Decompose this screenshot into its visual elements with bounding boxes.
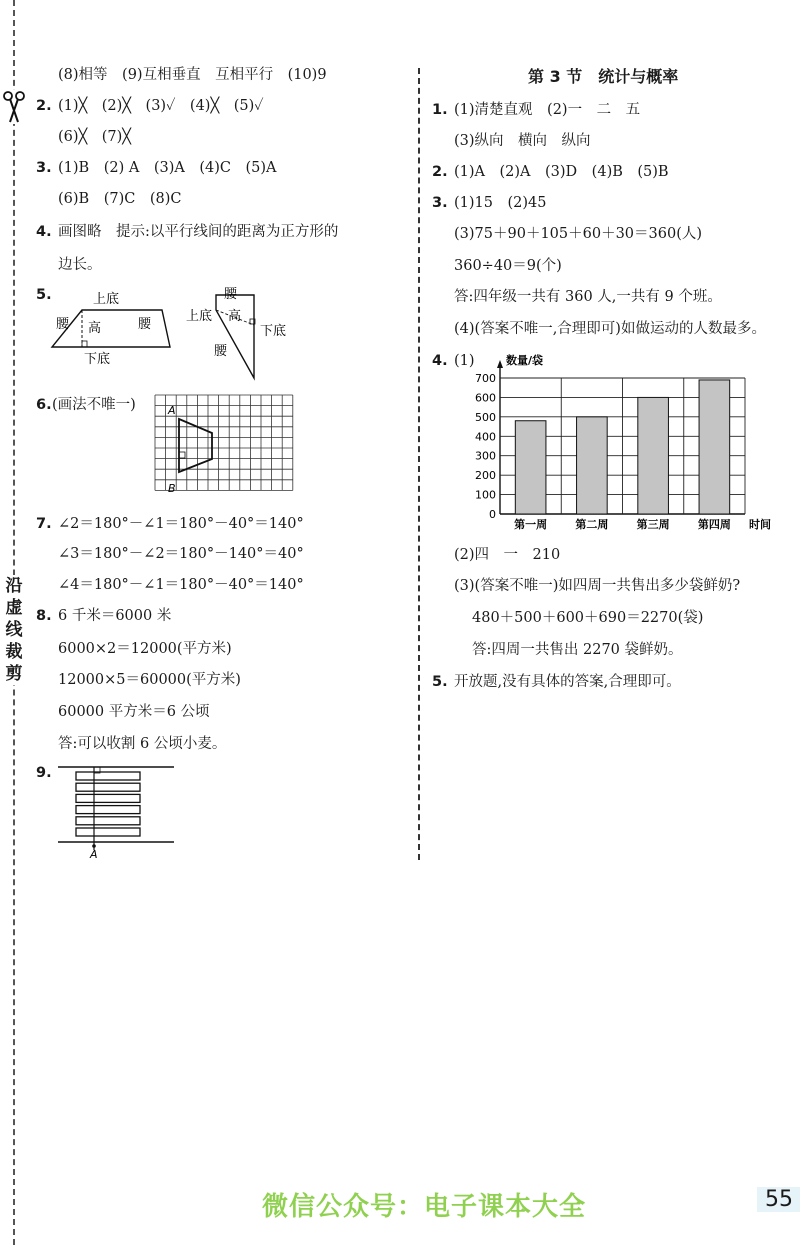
column-divider (418, 68, 420, 860)
question-number: 4. (36, 224, 52, 240)
answer-line: 360÷40＝9(个) (454, 258, 562, 274)
bar-chart (460, 346, 785, 538)
trap1-bottom: 下底 (84, 352, 111, 367)
answer-line: ∠4＝180°－∠1＝180°－40°＝140° (58, 577, 304, 593)
section-title: 第 3 节 统计与概率 (528, 67, 679, 86)
question-number: 7. (36, 516, 52, 532)
bar (638, 397, 669, 514)
answer-line: 6 千米＝6000 米 (58, 608, 172, 624)
question-number: 8. (36, 608, 52, 624)
trap2-left: 上底 (186, 309, 213, 324)
answer-line: (1)清楚直观 (2)一 二 五 (454, 102, 641, 118)
answer-line: 画图略 提示:以平行线间的距离为正方形的 (58, 224, 339, 240)
x-tick-label: 第四周 (697, 518, 731, 531)
cut-char: 剪 (5, 664, 23, 684)
answer-line: (3)75＋90＋105＋60＋30＝360(人) (454, 226, 703, 242)
trapezoid-figure-1 (48, 288, 176, 368)
trap2-top: 腰 (224, 287, 238, 302)
answer-line: (1)A (2)A (3)D (4)B (5)B (454, 164, 669, 180)
grid-label-a: A (168, 404, 176, 417)
answer-line: (1) (454, 353, 475, 369)
page-number: 55 (757, 1187, 800, 1212)
question-number: 3. (432, 195, 448, 211)
trap2-bottom: 腰 (214, 344, 228, 359)
trap2-right: 下底 (260, 324, 287, 339)
x-tick-label: 第三周 (636, 518, 670, 531)
x-tick-label: 第二周 (575, 518, 609, 531)
y-tick-label: 300 (475, 449, 496, 463)
answer-line: 6000×2＝12000(平方米) (58, 641, 232, 657)
trap1-height: 高 (88, 321, 102, 336)
answer-line: 60000 平方米＝6 公顷 (58, 704, 210, 720)
cut-char: 沿 (5, 576, 23, 596)
answer-line: 答:可以收割 6 公顷小麦。 (58, 736, 227, 752)
question-number: 9. (36, 765, 52, 781)
answer-line: (4)(答案不唯一,合理即可)如做运动的人数最多。 (454, 321, 766, 337)
x-axis-label: 时间 (749, 518, 771, 531)
cut-instruction (4, 575, 24, 685)
answer-line: (3)(答案不唯一)如四周一共售出多少袋鲜奶? (454, 578, 741, 594)
answer-line: (6)╳ (7)╳ (58, 129, 132, 145)
question-number: 2. (36, 98, 52, 114)
question-number: 5. (36, 287, 52, 303)
trap1-top: 上底 (93, 292, 120, 307)
x-tick-label: 第一周 (514, 518, 548, 531)
question-number: 6. (36, 397, 52, 413)
answer-line: (2)四 一 210 (454, 547, 561, 563)
y-tick-label: 700 (475, 372, 496, 385)
bar (699, 380, 730, 514)
trap1-left: 腰 (56, 317, 70, 332)
answer-line: 480＋500＋600＋690＝2270(袋) (472, 610, 704, 626)
question-number: 1. (432, 102, 448, 118)
answer-line: (画法不唯一) (52, 397, 136, 413)
trap2-height: 高 (228, 309, 242, 324)
cut-char: 虚 (5, 598, 23, 618)
parallel-lines-figure (54, 760, 178, 860)
grid-figure (150, 392, 302, 498)
answer-line: (6)B (7)C (8)C (58, 191, 182, 207)
y-tick-label: 600 (475, 391, 496, 405)
answer-line: (1)15 (2)45 (454, 195, 547, 211)
y-axis-arrow (497, 360, 503, 368)
trapezoid-figure-2 (184, 283, 292, 383)
trap1-right: 腰 (138, 317, 152, 332)
y-tick-label: 400 (475, 430, 496, 444)
question-number: 3. (36, 160, 52, 176)
answer-line: (3)纵向 横向 纵向 (454, 133, 591, 149)
answer-line: (8)相等 (9)互相垂直 互相平行 (10)9 (58, 67, 327, 83)
answer-line: ∠2＝180°－∠1＝180°－40°＝140° (58, 516, 304, 532)
answer-line: 12000×5＝60000(平方米) (58, 672, 241, 688)
bar (577, 417, 608, 514)
figure-label-a: A (90, 848, 98, 860)
answer-line: 边长。 (58, 257, 102, 273)
y-tick-label: 200 (475, 469, 496, 483)
y-tick-label: 500 (475, 410, 496, 424)
answer-line: 开放题,没有具体的答案,合理即可。 (454, 674, 681, 690)
y-axis-label: 数量/袋 (506, 354, 544, 367)
wechat-footer: 微信公众号：电子课本大全 (262, 1192, 587, 1222)
question-number: 4. (432, 353, 448, 369)
question-number: 2. (432, 164, 448, 180)
answer-line: 答:四年级一共有 360 人,一共有 9 个班。 (454, 289, 722, 305)
answer-line: ∠3＝180°－∠2＝180°－140°＝40° (58, 546, 304, 562)
answer-line: 答:四周一共售出 2270 袋鲜奶。 (472, 642, 683, 658)
cut-char: 线 (5, 620, 23, 640)
question-number: 5. (432, 674, 448, 690)
answer-line: (1)B (2) A (3)A (4)C (5)A (58, 160, 277, 176)
grid-label-b: B (168, 482, 176, 495)
scissors-icon (2, 90, 26, 124)
y-tick-label: 0 (489, 508, 496, 521)
cut-char: 裁 (5, 642, 23, 662)
answer-line: (1)╳ (2)╳ (3)✓ (4)╳ (5)✓ (58, 98, 264, 114)
y-tick-label: 100 (475, 488, 496, 502)
bar (515, 421, 546, 514)
